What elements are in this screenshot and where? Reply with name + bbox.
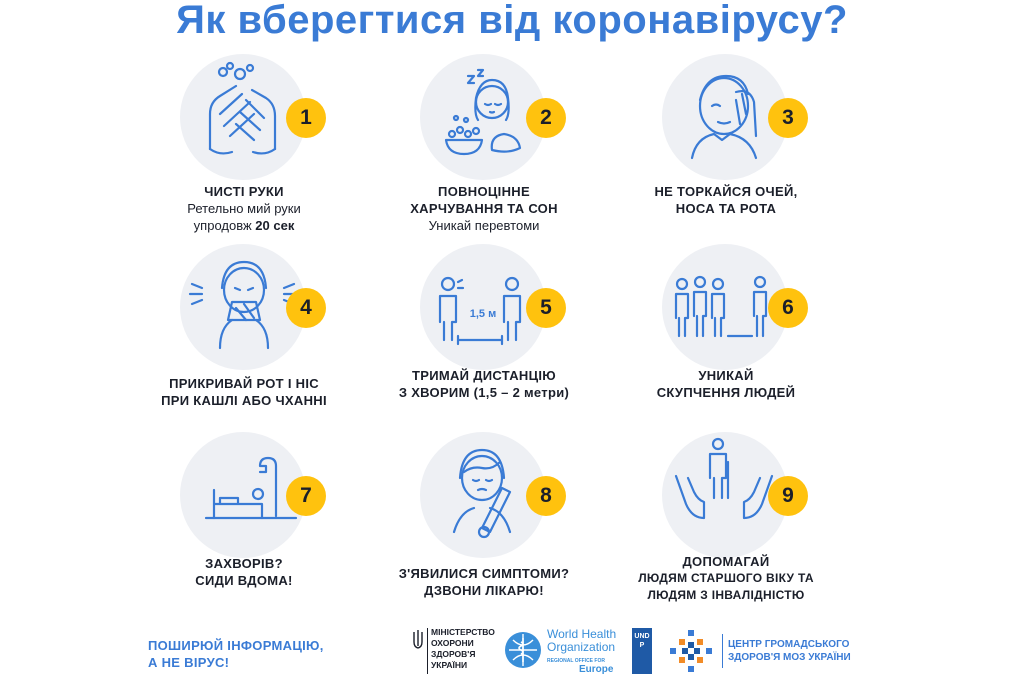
- tip-clean-hands: [124, 54, 364, 244]
- phc-text: [728, 638, 851, 664]
- tip-subtext: [124, 217, 364, 234]
- tip-heading: НЕ ТОРКАЙСЯ ОЧЕЙ,: [654, 184, 798, 199]
- tip-number-badge: 9: [768, 476, 808, 516]
- phc-emblem-icon: [668, 628, 714, 674]
- tip-caption: [124, 375, 364, 409]
- who-line: World Health: [547, 627, 617, 641]
- tip-call-doctor: [364, 432, 604, 622]
- tip-number-badge: 4: [286, 288, 326, 328]
- tip-heading: ТРИМАЙ ДИСТАНЦІЮ: [411, 368, 556, 383]
- tip-number-badge: 8: [526, 476, 566, 516]
- tip-heading: ПОВНОЦІННЕ: [438, 184, 530, 199]
- tip-number-badge: 5: [526, 288, 566, 328]
- who-name: [547, 628, 616, 654]
- who-emblem-icon: [503, 630, 543, 670]
- slogan-line-1: ПОШИРЮЙ ІНФОРМАЦІЮ,: [148, 638, 324, 653]
- tip-caption: [364, 183, 604, 234]
- tip-number-badge: 7: [286, 476, 326, 516]
- ministry-of-health-logo: [413, 626, 493, 678]
- who-logo: [503, 628, 623, 678]
- tip-food-sleep: [364, 54, 604, 244]
- tip-avoid-crowds: [606, 244, 846, 434]
- slogan-line-2: А НЕ ВІРУС!: [148, 655, 230, 670]
- tip-number-badge: 2: [526, 98, 566, 138]
- moz-line: ЗДОРОВ'Я: [431, 649, 476, 659]
- moz-line: УКРАЇНИ: [431, 660, 468, 670]
- tip-caption: [364, 367, 604, 401]
- phc-line: ЗДОРОВ'Я МОЗ УКРАЇНИ: [728, 652, 851, 663]
- tip-heading-line2: ХАРЧУВАННЯ ТА СОН: [410, 201, 558, 216]
- tip-heading: ПРИКРИВАЙ РОТ І НІС: [169, 376, 319, 391]
- tip-cover-cough: [124, 244, 364, 434]
- footer-slogan: [148, 637, 358, 671]
- tip-number-badge: 1: [286, 98, 326, 138]
- phc-line: ЦЕНТР ГРОМАДСЬКОГО: [728, 639, 850, 650]
- tip-caption: [606, 367, 846, 401]
- who-europe: Europe: [579, 664, 614, 675]
- tip-heading-line2: НОСА ТА РОТА: [675, 201, 777, 216]
- tip-heading: ЧИСТІ РУКИ: [204, 184, 284, 199]
- tip-help-elderly: [606, 432, 846, 622]
- tip-caption: [364, 565, 604, 599]
- tip-caption: [124, 555, 364, 589]
- who-line: Organization: [547, 640, 616, 654]
- tip-heading-line3: ЛЮДЯМ З ІНВАЛІДНІСТЮ: [647, 588, 805, 602]
- undp-logo: [632, 628, 652, 674]
- tip-number-badge: 3: [768, 98, 808, 138]
- moz-divider: [427, 628, 428, 674]
- public-health-center-logo: [668, 628, 868, 674]
- trident-icon: [413, 630, 423, 650]
- moz-line: МІНІСТЕРСТВО: [431, 627, 495, 637]
- tip-heading-line2: СИДИ ВДОМА!: [195, 573, 293, 588]
- tip-subtext: Уникай перевтоми: [428, 218, 540, 233]
- undp-text: UNDP: [634, 633, 650, 649]
- tip-heading: УНИКАЙ: [698, 368, 754, 383]
- tip-heading-line2: ДЗВОНИ ЛІКАРЮ!: [424, 583, 544, 598]
- tip-subtext: Ретельно мий руки: [187, 201, 301, 216]
- who-regional: REGIONAL OFFICE FOR: [547, 658, 605, 664]
- page-title: Як вберегтися від коронавірусу?: [176, 0, 848, 42]
- tip-heading-line2: СКУПЧЕННЯ ЛЮДЕЙ: [656, 385, 796, 400]
- tip-subtext-part: упродовж: [193, 218, 256, 233]
- tip-heading-line2: ПРИ КАШЛІ АБО ЧХАННІ: [161, 393, 327, 408]
- tip-heading: ДОПОМАГАЙ: [682, 554, 770, 569]
- moz-line: ОХОРОНИ: [431, 638, 474, 648]
- tip-heading-line2: З ХВОРИМ (1,5 – 2 метри): [398, 385, 570, 400]
- tip-caption: [606, 553, 846, 604]
- tip-heading: ЗАХВОРІВ?: [205, 556, 283, 571]
- tip-caption: [606, 183, 846, 217]
- tip-heading: З'ЯВИЛИСЯ СИМПТОМИ?: [398, 566, 570, 581]
- tip-keep-distance: [364, 244, 604, 434]
- tip-heading-line2: ЛЮДЯМ СТАРШОГО ВІКУ ТА: [638, 571, 814, 585]
- tip-stay-home: [124, 432, 364, 622]
- tip-caption: [124, 183, 364, 234]
- moz-text: [431, 627, 495, 671]
- distance-label: 1,5 м: [469, 308, 497, 320]
- tip-number-badge: 6: [768, 288, 808, 328]
- tip-subtext-bold: 20 сек: [255, 218, 295, 233]
- phc-divider: [722, 634, 723, 668]
- tip-no-face-touch: [606, 54, 846, 244]
